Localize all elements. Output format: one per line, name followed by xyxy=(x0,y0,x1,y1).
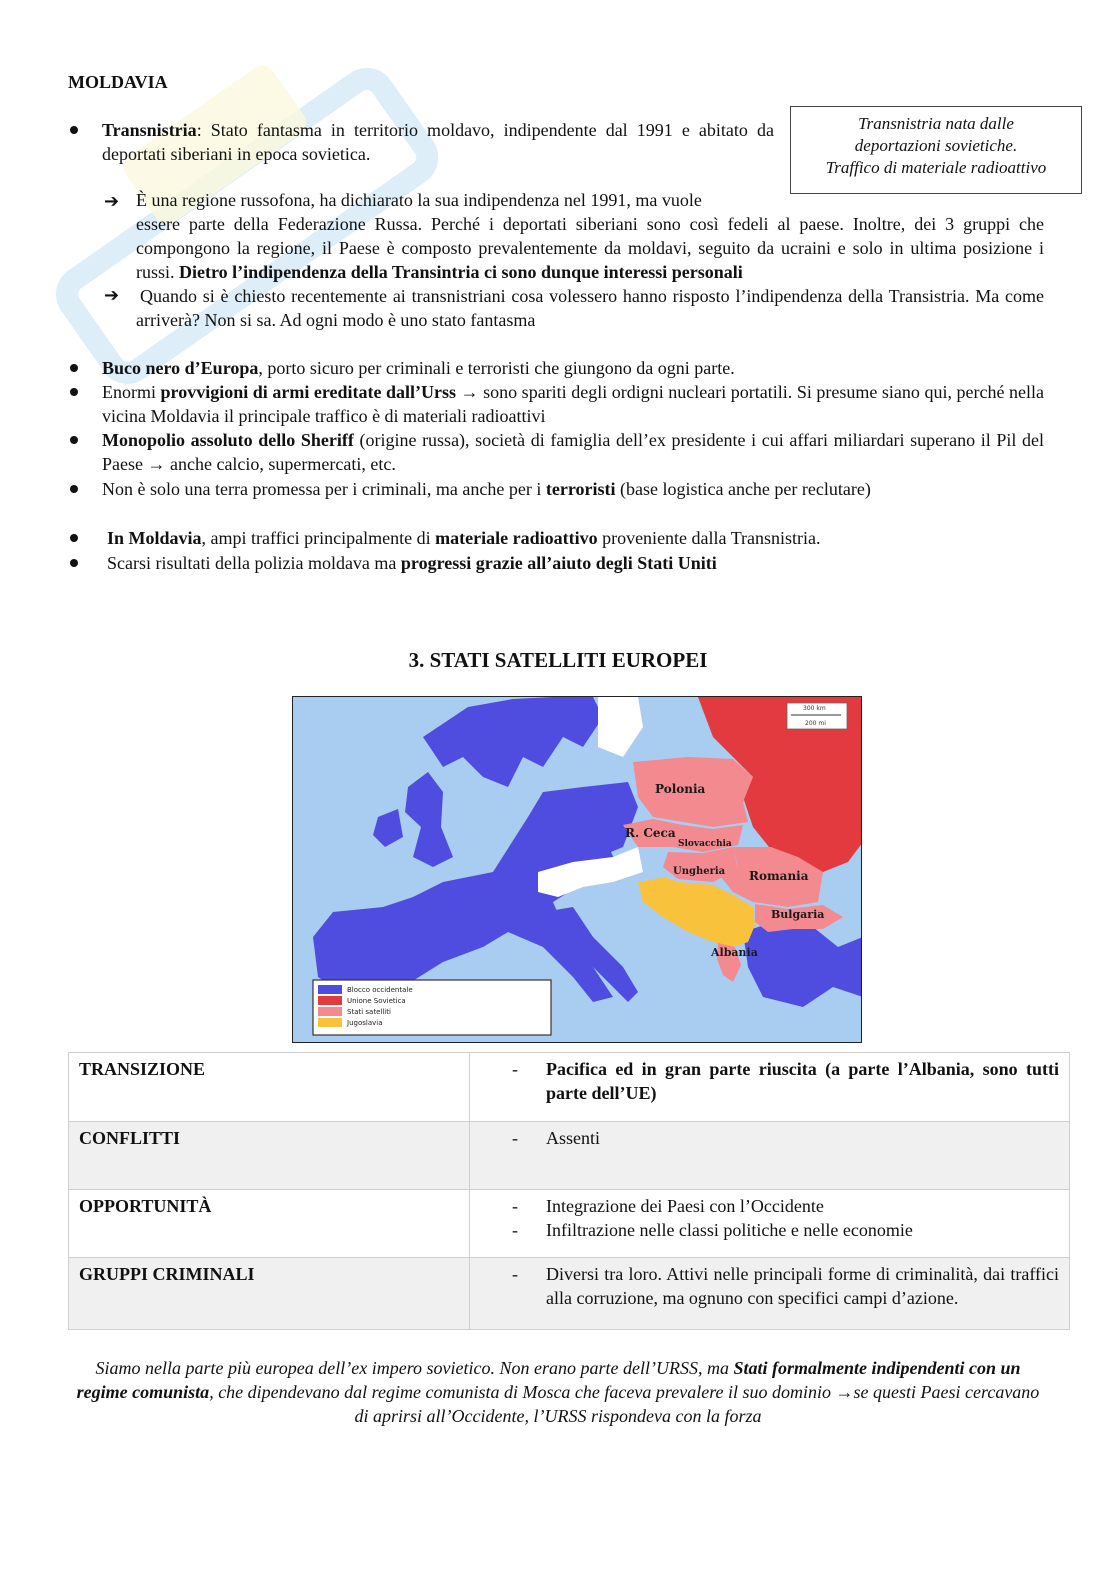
label-slovacchia: Slovacchia xyxy=(678,839,732,849)
legend-swatch-west xyxy=(318,985,342,994)
bullet-icon xyxy=(70,126,78,134)
table-row xyxy=(69,1053,1070,1122)
closing-part-3: se questi Paesi cercavano di aprirsi all’Occidente, l’URSS rispondeva con la forza xyxy=(354,1382,1040,1426)
side-note-line-2: deportazioni sovietiche. xyxy=(854,136,1018,155)
bullet-2-pre: Enormi xyxy=(102,382,161,402)
legend-swatch-yugoslavia xyxy=(318,1018,342,1027)
arrow2-paragraph: Quando si è chiesto recentemente ai transnistriani cosa volessero hanno risposto l’indipendenza della Transistria. Ma come arriverà? Non si sa. Ad ogni modo è uno stato fantasma xyxy=(136,286,1044,330)
bullet-6-bold: progressi grazie all’aiuto degli Stati Uniti xyxy=(400,553,717,573)
bullet-6-pre: Scarsi risultati della polizia moldava ma xyxy=(107,553,401,573)
arrow1-bold: Dietro l’indipendenza della Transintria ci sono dunque interessi personali xyxy=(179,262,743,282)
label-ungheria: Ungheria xyxy=(673,866,726,877)
scale-mi: 200 mi xyxy=(805,720,826,727)
bullet-5-text2: proveniente dalla Transnistria. xyxy=(597,528,821,548)
row-value-transizione: - Pacifica ed in gran parte riuscita (a parte l’Albania, sono tutti parte dell’UE) xyxy=(470,1053,1070,1122)
arrow1-line1: È una regione russofona, ha dichiarato la sua indipendenza nel 1991, ma vuole xyxy=(136,190,702,210)
bullet-1-text: , porto sicuro per criminali e terroristi che giungono da ogni parte. xyxy=(258,358,735,378)
table-row xyxy=(69,1190,1070,1258)
bullet-icon xyxy=(70,485,78,493)
table-row xyxy=(69,1258,1070,1330)
row-value-conflitti: - Assenti xyxy=(470,1122,1070,1190)
map-legend xyxy=(313,980,551,1035)
summary-table xyxy=(68,1052,1070,1330)
bullet-4-bold: terroristi xyxy=(545,479,616,499)
intro-text: : Stato fantasma in territorio moldavo, indipendente dal 1991 e abitato da deportati siberiani in epoca sovietica. xyxy=(102,120,774,164)
bullet-4-text: (base logistica anche per reclutare) xyxy=(615,479,871,499)
legend-swatch-satellite xyxy=(318,1007,342,1016)
conflitti-item: Assenti xyxy=(546,1128,600,1148)
legend-yugoslavia: Jugoslavia xyxy=(347,1019,383,1027)
intro-term: Transnistria xyxy=(102,120,197,140)
side-note-box xyxy=(790,106,1082,194)
row-label-opportunita: OPPORTUNITÀ xyxy=(69,1190,470,1258)
label-bulgaria: Bulgaria xyxy=(771,908,825,921)
closing-arrow-icon: → xyxy=(835,1382,854,1402)
bullet-5-bold: In Moldavia xyxy=(107,528,202,548)
label-romania: Romania xyxy=(749,869,809,883)
table-row xyxy=(69,1122,1070,1190)
intro-paragraph xyxy=(102,118,774,166)
bullet-icon xyxy=(70,534,78,542)
closing-bold: Stati formalmente indipendenti con un regime comunista xyxy=(76,1358,1021,1402)
legend-satellite: Stati satelliti xyxy=(347,1008,391,1016)
row-label-conflitti: CONFLITTI xyxy=(69,1122,470,1190)
bullet-3-text: (origine russa), società di famiglia dell’ex presidente i cui affari miliardari superano il Pil del Paese → anche calcio, supermercati, etc. xyxy=(102,430,1044,474)
closing-paragraph xyxy=(68,1356,1048,1428)
label-rceca: R. Ceca xyxy=(625,826,676,840)
bullet-icon xyxy=(70,364,78,372)
bullet-5-text: , ampi traffici principalmente di xyxy=(201,528,436,548)
bullet-4 xyxy=(102,477,1044,501)
transizione-item: Pacifica ed in gran parte riuscita (a parte l’Albania, sono tutti parte dell’UE) xyxy=(546,1059,1059,1103)
scale-km: 300 km xyxy=(803,705,826,712)
row-label-transizione: TRANSIZIONE xyxy=(69,1053,470,1122)
bullet-icon xyxy=(70,559,78,567)
europe-map-svg xyxy=(293,697,862,1043)
bullet-3 xyxy=(102,428,1044,476)
bullet-5-bold2: materiale radioattivo xyxy=(435,528,598,548)
bullet-5 xyxy=(107,526,1044,550)
opportunita-item-2: Infiltrazione nelle classi politiche e nelle economie xyxy=(546,1220,913,1240)
legend-ussr: Unione Sovietica xyxy=(347,997,406,1005)
bullet-6 xyxy=(107,551,1044,575)
arrow-right-icon: ➔ xyxy=(104,191,120,212)
section-3-title: 3. STATI SATELLITI EUROPEI xyxy=(408,648,708,672)
arrow-right-icon: ➔ xyxy=(104,285,120,306)
legend-swatch-ussr xyxy=(318,996,342,1005)
row-value-gruppi-criminali: - Diversi tra loro. Attivi nelle principali forme di criminalità, dai traffici alla corruzione, ma ognuno con specifici campi d’azione. xyxy=(470,1258,1070,1330)
bullet-2 xyxy=(102,380,1044,428)
label-polonia: Polonia xyxy=(655,782,706,796)
label-albania: Albania xyxy=(711,946,758,959)
bullet-icon xyxy=(70,436,78,444)
bullet-1-bold: Buco nero d’Europa xyxy=(102,358,259,378)
row-label-gruppi-criminali: GRUPPI CRIMINALI xyxy=(69,1258,470,1330)
bullet-icon xyxy=(70,388,78,396)
closing-part-2: , che dipendevano dal regime comunista di Mosca che faceva prevalere il suo dominio xyxy=(209,1382,836,1402)
bullet-2-text: → sono spariti degli ordigni nucleari portatili. Si presume siano qui, perché nella vicina Moldavia il principale traffico è di materiali radioattivi xyxy=(102,382,1044,426)
row-value-opportunita: - Integrazione dei Paesi con l’Occidente - Infiltrazione nelle classi politiche e nelle economie xyxy=(470,1190,1070,1258)
section-title: MOLDAVIA xyxy=(68,72,168,92)
arrow1-paragraph xyxy=(136,212,1044,284)
side-note-line-1: Transnistria nata dalle xyxy=(858,114,1014,133)
map-scale xyxy=(787,703,847,729)
side-note-line-3: Traffico di materiale radioattivo xyxy=(825,158,1047,177)
europe-map xyxy=(292,696,862,1043)
bullet-3-bold: Monopolio assoluto dello Sheriff xyxy=(102,430,354,450)
bullet-4-pre: Non è solo una terra promessa per i criminali, ma anche per i xyxy=(102,479,546,499)
legend-west: Blocco occidentale xyxy=(347,986,413,994)
closing-part-1: Siamo nella parte più europea dell’ex impero sovietico. Non erano parte dell’URSS, ma xyxy=(95,1358,734,1378)
bullet-1 xyxy=(102,356,1044,380)
gruppi-criminali-item: Diversi tra loro. Attivi nelle principali forme di criminalità, dai traffici alla corruzione, ma ognuno con specifici campi d’azione. xyxy=(546,1264,1059,1308)
arrow1-text: essere parte della Federazione Russa. Perché i deportati siberiani sono così fedeli al paese. Inoltre, dei 3 gruppi che compongono la regione, il Paese è composto prevalentemente da moldavi, seguito da ucraini e solo in ultima posizione i russi. xyxy=(136,214,1044,282)
bullet-2-bold: provvigioni di armi ereditate dall’Urss xyxy=(160,382,457,402)
opportunita-item-1: Integrazione dei Paesi con l’Occidente xyxy=(546,1196,824,1216)
